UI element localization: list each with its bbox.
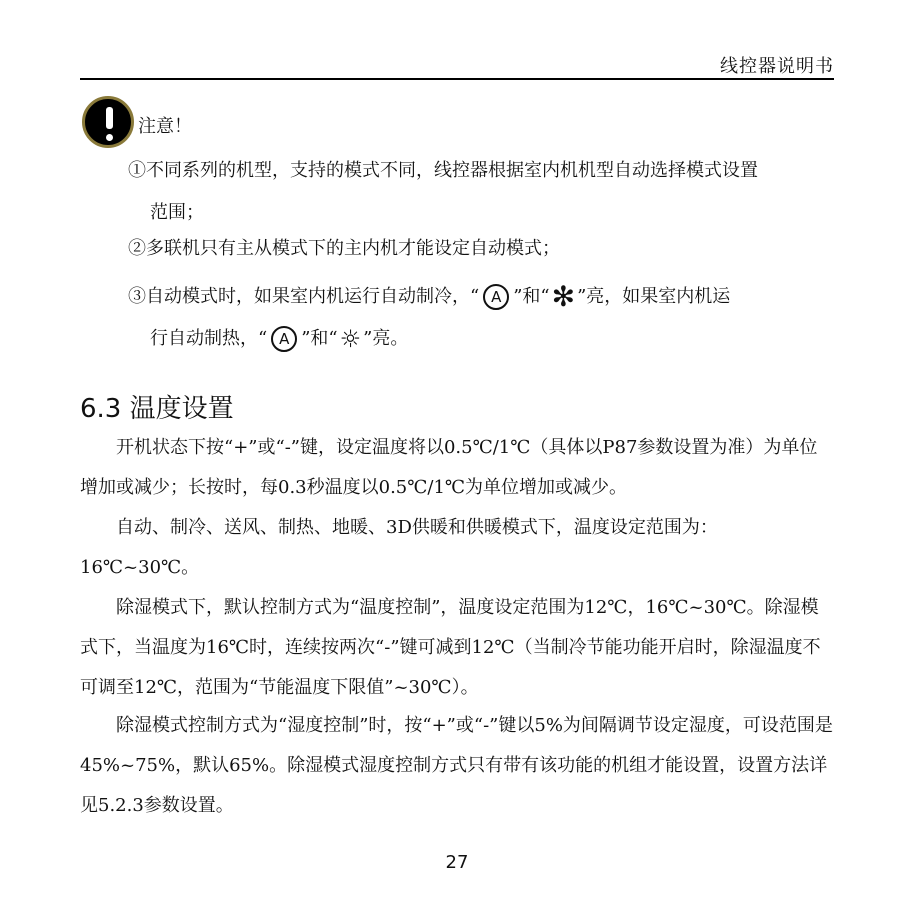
paragraph-4: 除湿模式控制方式为“湿度控制”时，按“+”或“-”键以5%为间隔调节设定湿度，可设范围是45%~75%，默认65%。除湿模式湿度控制方式只有带有该功能的机组才能设置，设置方法详见5.2.3参数设置。: [80, 715, 833, 816]
note-label: 注意！: [138, 116, 192, 137]
paragraph-1: 开机状态下按“+”或“-”键，设定温度将以0.5℃/1℃（具体以P87参数设置为准）为单位增加或减少；长按时，每0.3秒温度以0.5℃/1℃为单位增加或减少。: [80, 437, 818, 498]
note-item-3-line2: [128, 318, 834, 360]
manual-title: 线控器说明书: [720, 56, 834, 77]
section-title: 6.3 温度设置: [80, 394, 234, 424]
note-item-3-text-d: 行自动制热，“: [150, 328, 268, 349]
auto-mode-icon: A: [483, 284, 509, 310]
note-item-3: [128, 276, 834, 360]
note-item-1-line2: 范围；: [150, 202, 204, 223]
page-number: 27: [445, 852, 469, 873]
note-item-2: [128, 228, 834, 270]
note-item-3-text-a: ③自动模式时，如果室内机运行自动制冷，“: [128, 286, 480, 307]
paragraph-2: 自动、制冷、送风、制热、地暖、3D供暖和供暖模式下，温度设定范围为：16℃~30℃。: [80, 517, 718, 578]
note-item-3-text-b: ”和“: [513, 286, 550, 307]
paragraph-3: 除湿模式下，默认控制方式为“温度控制”，温度设定范围为12℃，16℃~30℃。除湿模式下，当温度为16℃时，连续按两次“-”键可减到12℃（当制冷节能功能开启时，除湿温度不可调至12℃，范围为“节能温度下限值”~30℃）。: [80, 597, 821, 698]
note-item-2-text: ②多联机只有主从模式下的主内机才能设定自动模式；: [128, 238, 560, 259]
note-item-3-text-c: ”亮，如果室内机运: [577, 286, 731, 307]
page-header: [80, 48, 834, 80]
note-item-3-text-f: ”亮。: [363, 328, 409, 349]
auto-mode-icon-2: A: [271, 326, 297, 352]
sun-icon: ☼: [339, 325, 362, 353]
note-item-1: [128, 150, 834, 234]
note-item-3-text-e: ”和“: [301, 328, 338, 349]
warning-icon: [82, 96, 134, 148]
note-item-1-line1: ①不同系列的机型，支持的模式不同，线控器根据室内机机型自动选择模式设置: [128, 160, 758, 181]
snowflake-icon: ✻: [551, 280, 576, 313]
